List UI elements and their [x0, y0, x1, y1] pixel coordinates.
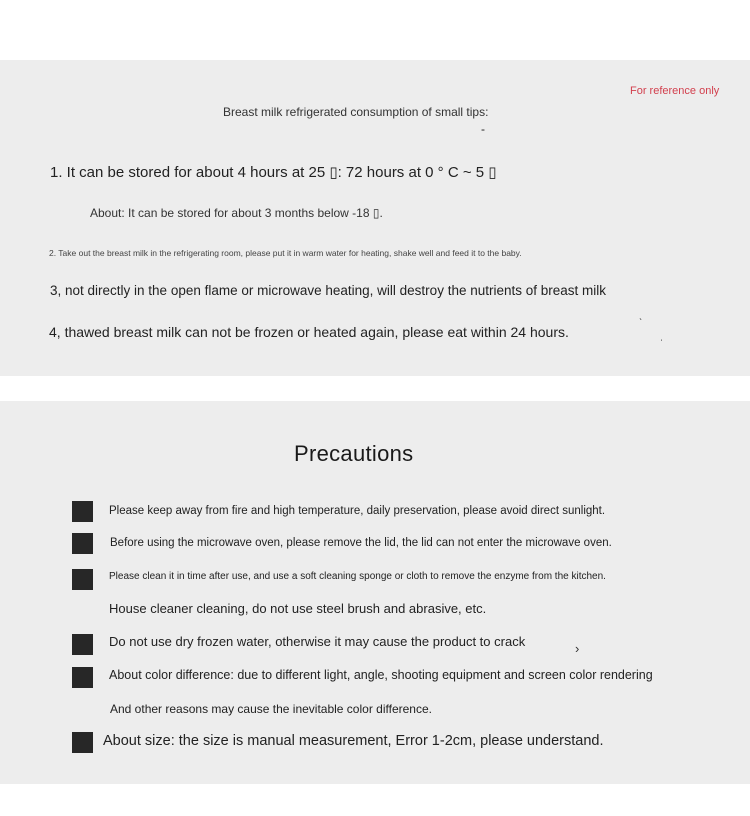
- bullet-square-icon: [72, 533, 93, 554]
- title-dash: -: [481, 122, 485, 136]
- precaution-item: About color difference: due to different light, angle, shooting equipment and screen color rendering: [109, 668, 653, 682]
- bullet-square-icon: [72, 634, 93, 655]
- storage-tips-section: [0, 60, 750, 376]
- tip-item-2: 2. Take out the breast milk in the refrigerating room, please put it in warm water for heating, shake well and feed it to the baby.: [49, 248, 522, 258]
- stray-mark: ˌ: [660, 331, 664, 342]
- tip-item-1: 1. It can be stored for about 4 hours at 25 ▯: 72 hours at 0 ° C ~ 5 ▯: [50, 164, 497, 181]
- precautions-title: Precautions: [294, 441, 414, 466]
- reference-note: For reference only: [630, 85, 720, 97]
- precaution-item: Please clean it in time after use, and use a soft cleaning sponge or cloth to remove the enzyme from the kitchen.: [109, 571, 606, 582]
- bullet-square-icon: [72, 667, 93, 688]
- stray-mark: ›: [575, 641, 580, 656]
- precaution-item: Do not use dry frozen water, otherwise it may cause the product to crack: [109, 634, 526, 649]
- precautions-section: [0, 401, 750, 784]
- stray-mark: ˋ: [639, 318, 643, 329]
- precaution-item: About size: the size is manual measurement, Error 1-2cm, please understand.: [103, 733, 604, 749]
- tip-item-3: 3, not directly in the open flame or microwave heating, will destroy the nutrients of breast milk: [50, 283, 607, 298]
- bullet-square-icon: [72, 732, 93, 753]
- precaution-item-continuation: House cleaner cleaning, do not use steel brush and abrasive, etc.: [109, 601, 487, 616]
- tip-item-1-note: About: It can be stored for about 3 months below -18 ▯.: [90, 206, 383, 220]
- tip-item-4: 4, thawed breast milk can not be frozen or heated again, please eat within 24 hours.: [49, 324, 569, 340]
- precaution-item: Before using the microwave oven, please remove the lid, the lid can not enter the microwave oven.: [110, 537, 612, 549]
- bullet-square-icon: [72, 569, 93, 590]
- bullet-square-icon: [72, 501, 93, 522]
- precaution-item-continuation: And other reasons may cause the inevitable color difference.: [110, 702, 432, 716]
- precaution-item: Please keep away from fire and high temperature, daily preservation, please avoid direct sunlight.: [109, 505, 606, 517]
- tips-title: Breast milk refrigerated consumption of small tips:: [223, 105, 489, 119]
